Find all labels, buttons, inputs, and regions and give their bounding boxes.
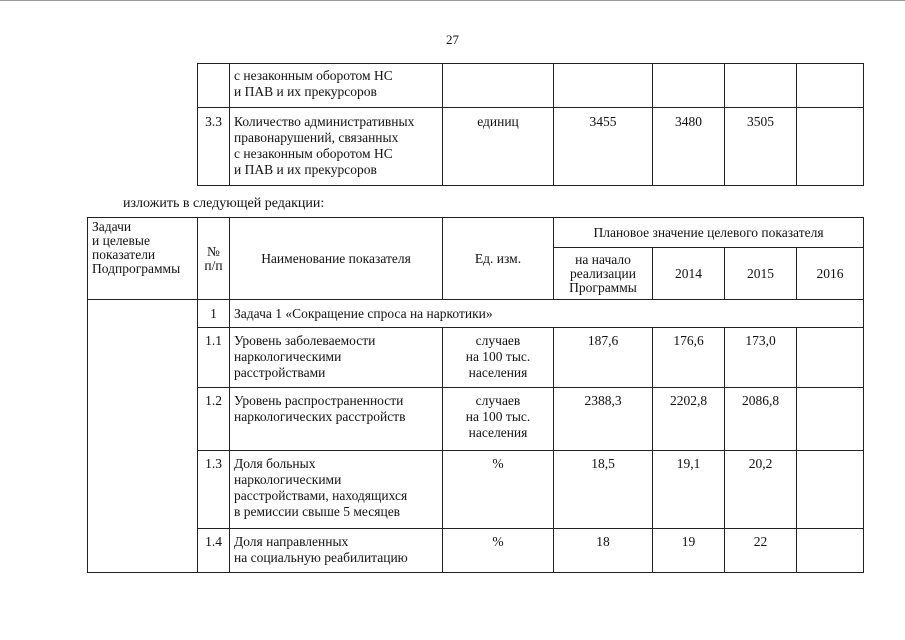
indicator-name: с незаконным оборотом НС и ПАВ и их прекурсоров [230,64,443,108]
row-number: 1.4 [198,529,230,573]
row-number: 3.3 [198,108,230,186]
header-indicator-name: Наименование показателя [230,218,443,300]
header-2014: 2014 [653,248,725,300]
intro-text: изложить в следующей редакции: [123,196,325,211]
unit: случаев на 100 тыс. населения [443,388,554,451]
table-row [88,328,864,388]
value [554,64,653,108]
top-rule [0,0,905,1]
indicator-name: Доля направленных на социальную реабилитацию [230,529,443,573]
header-2015: 2015 [725,248,797,300]
value-2016 [797,388,864,451]
value: 3505 [725,108,797,186]
value-start: 2388,3 [554,388,653,451]
value-2016 [797,451,864,529]
tasks-column-cell [88,300,198,573]
value [725,64,797,108]
value-start: 18,5 [554,451,653,529]
header-start: на начало реализации Программы [554,248,653,300]
indicators-table [87,217,864,573]
unit [443,64,554,108]
task-row [88,300,864,328]
value-start: 187,6 [554,328,653,388]
value [653,64,725,108]
header-planned-value: Плановое значение целевого показателя [554,218,864,248]
task-title: Задача 1 «Сокращение спроса на наркотики» [230,300,864,328]
value-2014: 19 [653,529,725,573]
table-row [198,64,864,108]
indicator-name: Доля больных наркологическими расстройствами, находящихся в ремиссии свыше 5 месяцев [230,451,443,529]
value-2016 [797,328,864,388]
unit: % [443,451,554,529]
table-row [88,388,864,451]
value [797,108,864,186]
unit: случаев на 100 тыс. населения [443,328,554,388]
header-number: № п/п [198,218,230,300]
value-2015: 173,0 [725,328,797,388]
table-row [198,108,864,186]
task-number: 1 [198,300,230,328]
value-2015: 2086,8 [725,388,797,451]
header-2016: 2016 [797,248,864,300]
value-2015: 20,2 [725,451,797,529]
header-row [88,218,864,248]
previous-table [197,63,864,186]
value-2014: 176,6 [653,328,725,388]
value-2014: 19,1 [653,451,725,529]
row-number: 1.1 [198,328,230,388]
unit: % [443,529,554,573]
value-2014: 2202,8 [653,388,725,451]
page-number: 27 [446,32,459,47]
row-number: 1.3 [198,451,230,529]
table-row [88,451,864,529]
header-unit: Ед. изм. [443,218,554,300]
value: 3455 [554,108,653,186]
value-2016 [797,529,864,573]
value: 3480 [653,108,725,186]
value-2015: 22 [725,529,797,573]
row-number [198,64,230,108]
indicator-name: Количество административных правонарушений, связанных с незаконным оборотом НС и ПАВ и их прекурсоров [230,108,443,186]
indicator-name: Уровень заболеваемости наркологическими расстройствами [230,328,443,388]
header-tasks: Задачи и целевые показатели Подпрограммы [88,218,198,300]
row-number: 1.2 [198,388,230,451]
value [797,64,864,108]
indicator-name: Уровень распространенности наркологических расстройств [230,388,443,451]
unit: единиц [443,108,554,186]
value-start: 18 [554,529,653,573]
table-row [88,529,864,573]
